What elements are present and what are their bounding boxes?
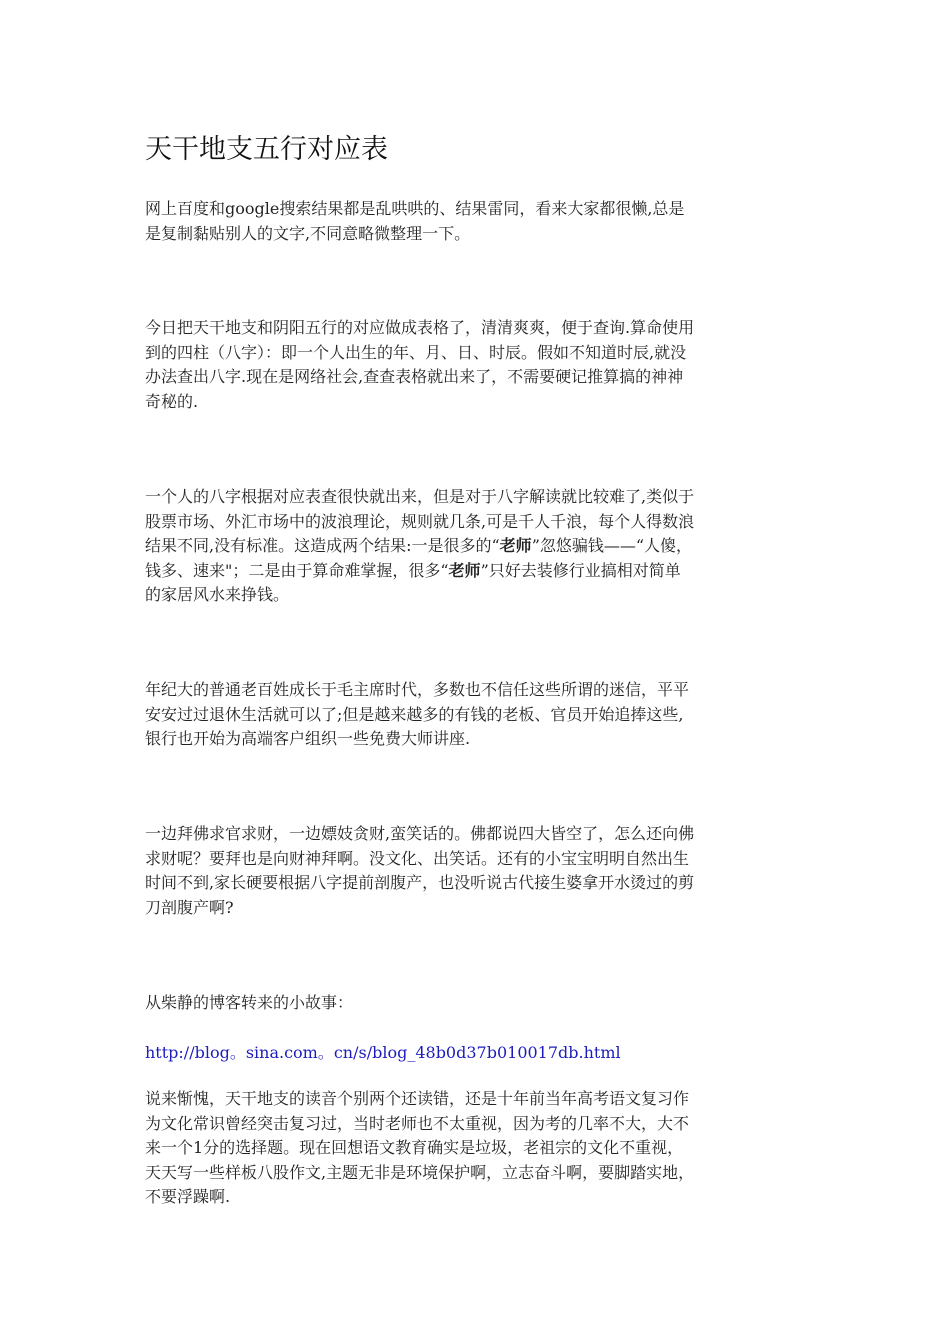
text-run: 结果不同,没有标准。这造成两个结果:一是很多的“ <box>145 536 500 555</box>
paragraph-line: 股票市场、外汇市场中的波浪理论，规则就几条,可是千人千浪，每个人得数浪 <box>145 511 695 531</box>
paragraph-line: 的家居风水来挣钱。 <box>145 585 290 604</box>
paragraph-line: 不要浮躁啊. <box>145 1187 231 1206</box>
paragraph-line: 来一个1分的选择题。现在回想语文教育确实是垃圾，老祖宗的文化不重视， <box>145 1138 684 1157</box>
paragraph-line: 是复制黏贴别人的文字,不同意略微整理一下。 <box>145 223 471 243</box>
paragraph-line: 安安过过退休生活就可以了;但是越来越多的有钱的老板、官员开始追捧这些, <box>145 704 684 724</box>
paragraph-line <box>145 559 810 584</box>
paragraph-line: 到的四柱（八字）：即一个人出生的年、月、日、时辰。假如不知道时辰,就没 <box>145 342 687 362</box>
paragraph-line <box>145 534 810 559</box>
paragraph-line: 网上百度和google搜索结果都是乱哄哄的、结果雷同，看来大家都很懒,总是 <box>145 199 685 218</box>
paragraph-line: 时间不到,家长硬要根据八字提前剖腹产，也没听说古代接生婆拿开水烫过的剪 <box>145 873 695 892</box>
paragraph-line: 一边拜佛求官求财，一边嫖妓贪财,蛮笑话的。佛都说四大皆空了，怎么还向佛 <box>145 824 695 843</box>
paragraph-line: 银行也开始为高端客户组织一些免费大师讲座. <box>145 729 471 748</box>
paragraph-blog-intro <box>145 991 810 1016</box>
paragraph-line: 今日把天干地支和阴阳五行的对应做成表格了，清清爽爽，便于查询.算命使用 <box>145 318 695 337</box>
paragraph-line: 为文化常识曾经突击复习过，当时老师也不太重视，因为考的几率不大，大不 <box>145 1113 690 1133</box>
paragraph-line: 刀剖腹产啊? <box>145 897 234 917</box>
paragraph-older-generation <box>145 678 810 752</box>
page-title: 天干地支五行对应表 <box>145 134 388 165</box>
text-run: ”只好去装修行业搞相对简单 <box>480 560 681 580</box>
blog-link[interactable]: http://blog。sina.com。cn/s/blog_48b0d37b010017db.html <box>145 1043 621 1062</box>
paragraph-line: 年纪大的普通老百姓成长于毛主席时代，多数也不信任这些所谓的迷信，平平 <box>145 680 690 699</box>
paragraph-line: 求财呢？要拜也是向财神拜啊。没文化、出笑话。还有的小宝宝明明自然出生 <box>145 848 690 868</box>
paragraph-line: 从柴静的博客转来的小故事： <box>145 993 354 1012</box>
paragraph-story <box>145 1087 810 1210</box>
paragraph-line: 奇秘的. <box>145 391 199 411</box>
bold-term: 老师 <box>448 560 481 580</box>
paragraph-table-purpose <box>145 316 810 414</box>
paragraph-line: 办法查出八字.现在是网络社会,查查表格就出来了，不需要硬记推算搞的神神 <box>145 367 684 386</box>
paragraph-buddha-wealth <box>145 822 810 920</box>
paragraph-line: 说来惭愧，天干地支的读音个别两个还读错，还是十年前当年高考语文复习作 <box>145 1089 690 1108</box>
paragraph-bazi-reading <box>145 485 810 608</box>
paragraph-intro <box>145 197 810 246</box>
text-run: ”忽悠骗钱——“人傻， <box>531 536 693 555</box>
text-run: 钱多、速来"；二是由于算命难掌握，很多“ <box>145 560 449 580</box>
bold-term: 老师 <box>499 536 532 555</box>
paragraph-line: 天天写一些样板八股作文,主题无非是环境保护啊，立志奋斗啊，要脚踏实地， <box>145 1162 695 1182</box>
paragraph-line: 一个人的八字根据对应表查很快就出来，但是对于八字解读就比较难了,类似于 <box>145 487 695 506</box>
